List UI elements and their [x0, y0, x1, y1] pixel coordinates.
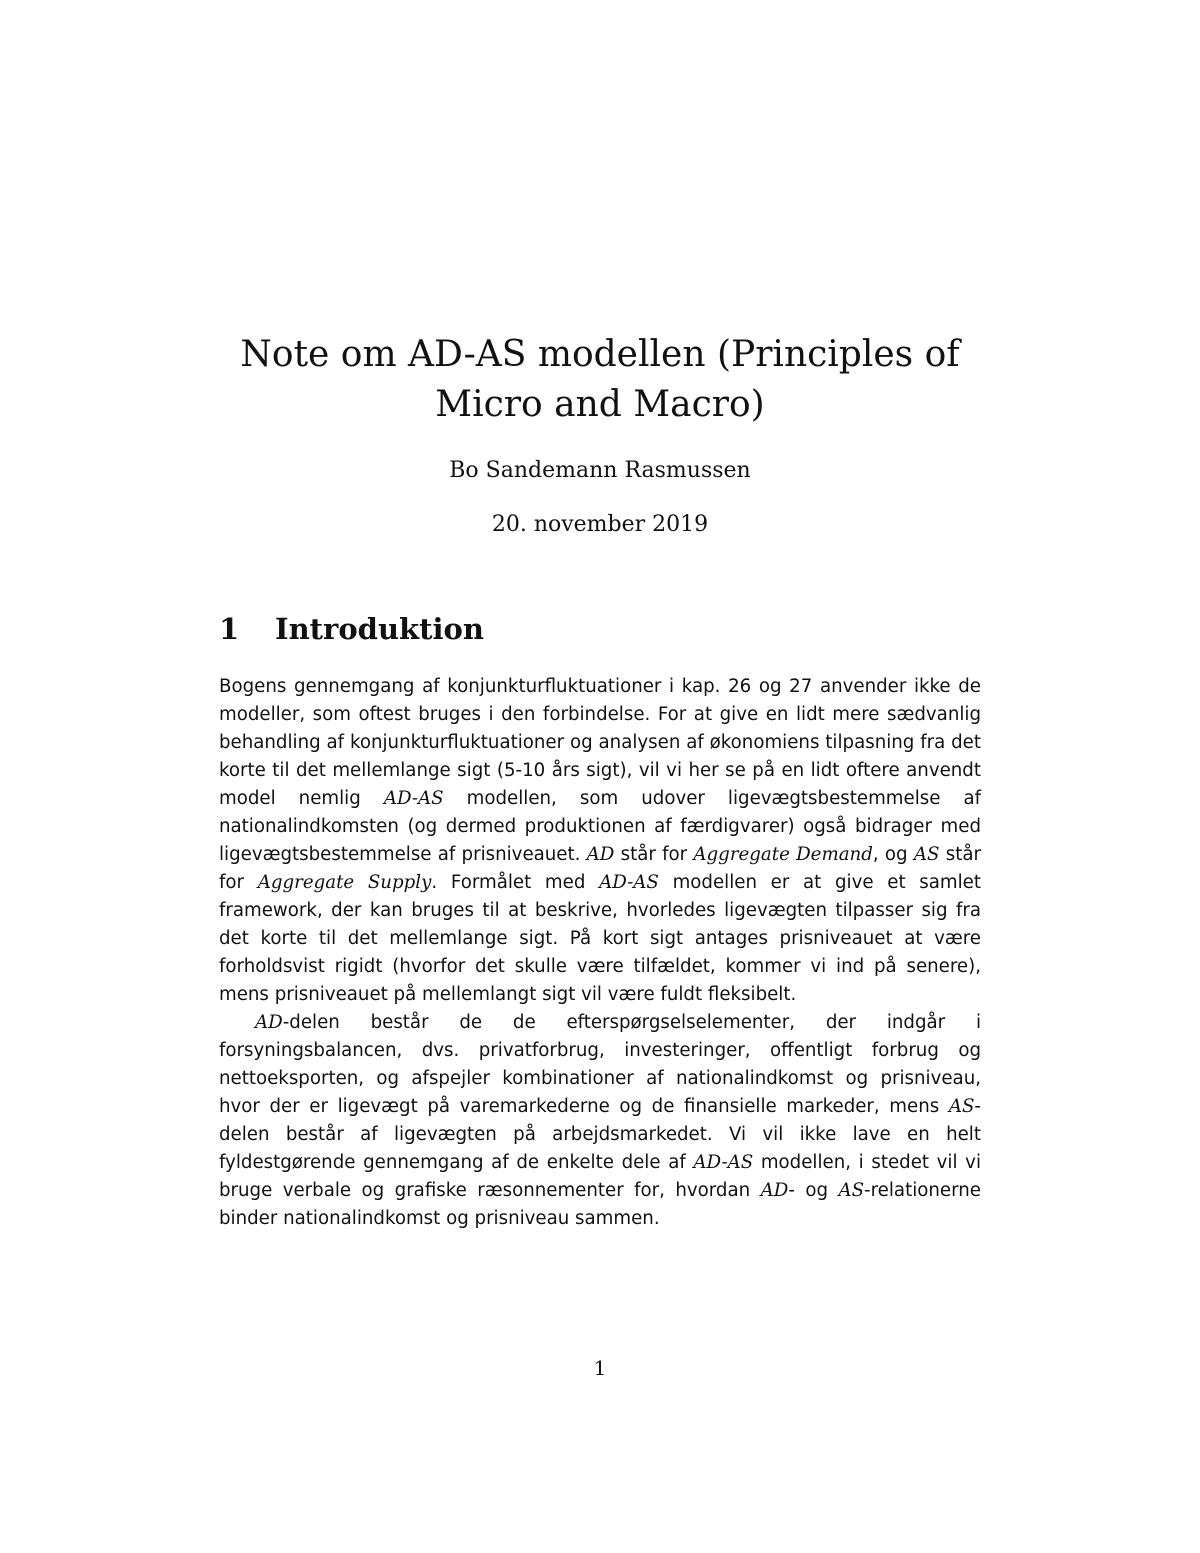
- math-term: AD: [586, 844, 615, 865]
- math-term: AS: [838, 1180, 865, 1201]
- text-run: modellen, som udover ligevægtsbestemmelse af nationalindkomsten (og dermed produktionen af færdigvarer) også bidrager med ligevægtsbestemmelse af prisniveauet.: [219, 788, 981, 865]
- section-title: Introduktion: [275, 612, 484, 646]
- math-term: AS: [913, 844, 940, 865]
- math-term: AD-AS: [693, 1152, 754, 1173]
- body-text: [219, 673, 981, 1233]
- emphasis-term: Aggregate Supply: [257, 872, 432, 893]
- math-term: AD: [255, 1012, 283, 1033]
- text-run: -relationerne binder nationalindkomst og prisniveau sammen.: [219, 1180, 981, 1229]
- document-title: Note om AD-AS modellen (Principles of Micro and Macro): [240, 334, 960, 425]
- math-term: AS: [948, 1096, 975, 1117]
- math-term: AD: [760, 1180, 789, 1201]
- paragraph-2: [219, 1009, 981, 1233]
- text-run: , og: [872, 844, 914, 865]
- text-run: Bogens gennemgang af konjunkturfluktuationer i kap. 26 og 27 anvender ikke de modeller, som oftest bruges i den forbindelse. For at give en lidt mere sædvanlig behandling af konjunkturfluktuationer og analysen af økonomiens tilpasning fra det korte til det mellemlange sigt (5-10 års sigt), vil vi her se på en lidt oftere anvendt model nemlig: [219, 676, 981, 809]
- text-run: modellen er at give et samlet framework, der kan bruges til at beskrive, hvorledes ligevægten tilpasser sig fra det korte til det mellemlange sigt. På kort sigt antages prisniveauet at være forholdsvist rigidt (hvorfor det skulle være tilfældet, kommer vi ind på senere), mens prisniveauet på mellemlangt sigt vil være fuldt fleksibelt.: [219, 872, 981, 1005]
- text-run: står for: [219, 844, 981, 893]
- text-run: -delen består af ligevægten på arbejdsmarkedet. Vi vil ikke lave en helt fyldestgørende gennemgang af de enkelte dele af: [219, 1096, 981, 1173]
- section-number: 1: [219, 612, 240, 646]
- emphasis-term: Aggregate Demand: [693, 844, 873, 865]
- text-run: . Formålet med: [431, 872, 600, 893]
- math-term: AD-AS: [599, 872, 659, 893]
- page-number: 1: [593, 1356, 607, 1380]
- text-run: står for: [614, 844, 694, 865]
- text-run: -delen består de de efterspørgselselementer, der indgår i forsyningsbalancen, dvs. privatforbrug, investeringer, offentligt forbrug og nettoeksporten, og afspejler kombinationer af nationalindkomst og prisniveau, hvor der er ligevægt på varemarkederne og de finansielle markeder, mens: [219, 1012, 981, 1117]
- math-term: AD-AS: [383, 788, 444, 809]
- document-author: Bo Sandemann Rasmussen: [449, 458, 751, 483]
- text-run: modellen, i stedet vil vi bruge verbale og grafiske ræsonnementer for, hvordan: [219, 1152, 981, 1201]
- document-date: 20. november 2019: [491, 512, 709, 537]
- section-heading: [219, 612, 484, 646]
- paragraph-1: [219, 673, 981, 1009]
- text-run: - og: [788, 1180, 839, 1201]
